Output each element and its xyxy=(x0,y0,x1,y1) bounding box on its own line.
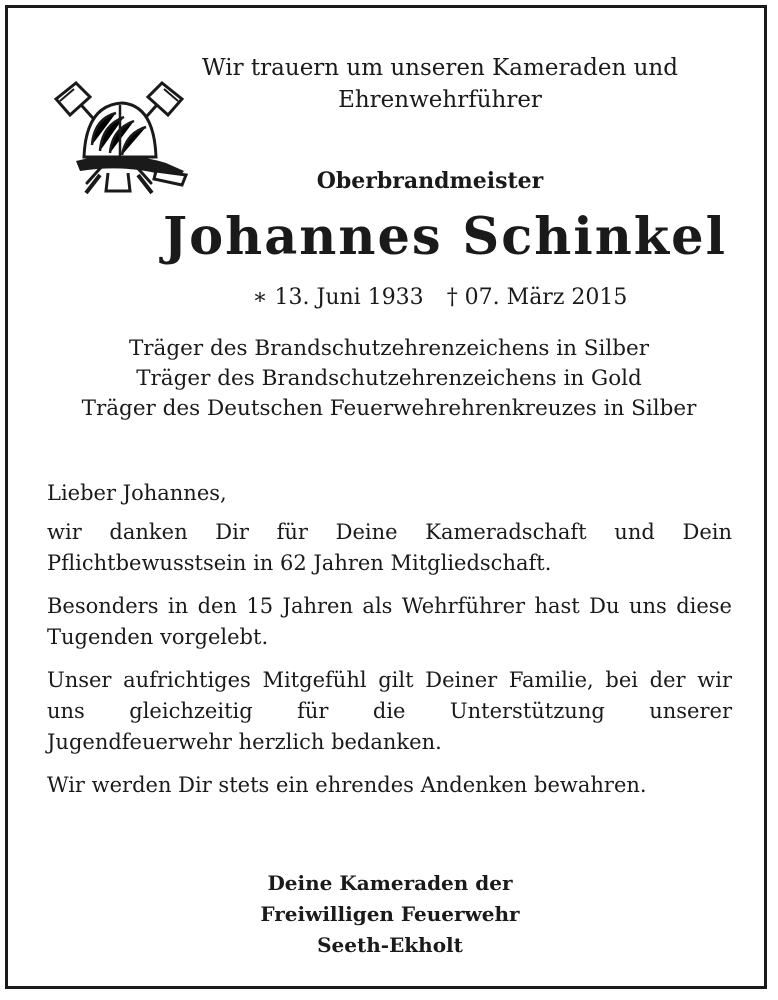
signature-line: Deine Kameraden der xyxy=(267,871,513,895)
honor-item: Träger des Brandschutzehrenzeichens in Gold xyxy=(136,366,642,391)
message-paragraph: wir danken Dir für Deine Kameradschaft und Dein Pflichtbewusstsein in 62 Jahren Mitgliedschaft. xyxy=(47,520,732,575)
death-date: † 07. März 2015 xyxy=(446,285,628,310)
message-paragraph: Wir werden Dir stets ein ehrendes Andenken bewahren. xyxy=(47,773,647,797)
intro-text: Wir trauern um unseren Kameraden und Ehrenwehrführer xyxy=(202,55,678,113)
honor-item: Träger des Deutschen Feuerwehrehrenkreuzes in Silber xyxy=(81,396,697,421)
signature-line: Seeth-Ekholt xyxy=(317,933,463,957)
message-paragraph: Unser aufrichtiges Mitgefühl gilt Deiner Familie, bei der wir uns gleichzeitig für die Unterstützung unserer Jugendfeuerwehr herzlich bedanken. xyxy=(47,668,732,754)
message-paragraph: Besonders in den 15 Jahren als Wehrführer hast Du uns diese Tugenden vorgelebt. xyxy=(47,594,732,649)
honor-item: Träger des Brandschutzehrenzeichens in Silber xyxy=(128,336,650,361)
life-dates xyxy=(140,282,740,314)
birth-date: ∗ 13. Juni 1933 xyxy=(252,285,424,310)
message-body xyxy=(47,478,732,813)
honors-list xyxy=(30,334,748,424)
greeting: Lieber Johannes, xyxy=(47,481,227,505)
signature-block xyxy=(190,868,590,961)
rank-title: Oberbrandmeister xyxy=(316,168,544,194)
deceased-name: Johannes Schinkel xyxy=(163,207,727,267)
signature-line: Freiwilligen Feuerwehr xyxy=(260,902,520,926)
